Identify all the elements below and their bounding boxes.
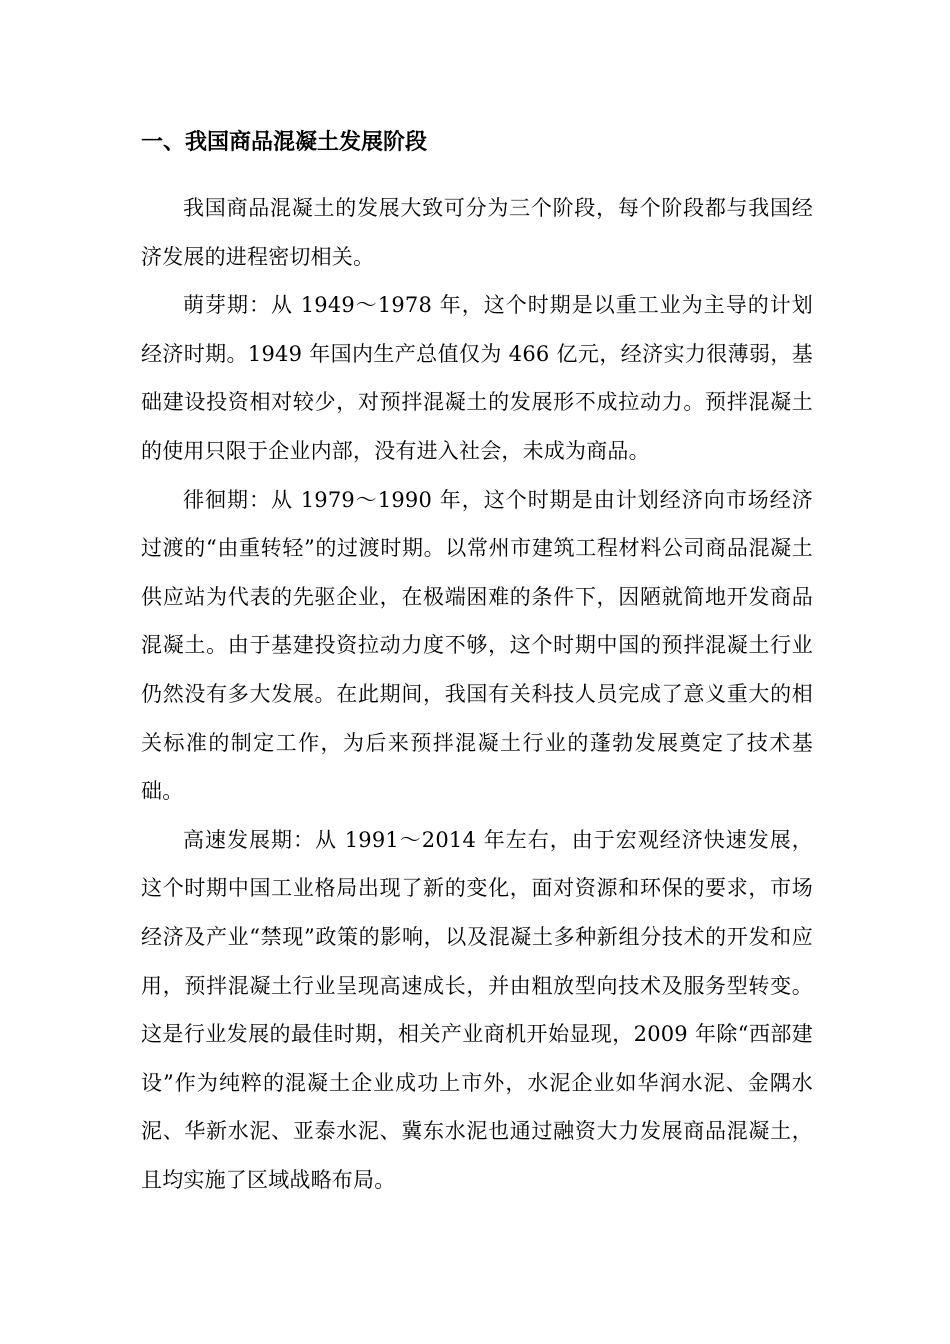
paragraph-sprout-period: 萌芽期：从 1949～1978 年，这个时期是以重工业为主导的计划经济时期。1949 年国内生产总值仅为 466 亿元，经济实力很薄弱，基础建设投资相对较少，对预拌混凝土的发展形不成拉动力。预拌混凝土的使用只限于企业内部，没有进入社会，未成为商品。 xyxy=(141,293,813,463)
paragraph-hesitation-period: 徘徊期：从 1979～1990 年，这个时期是由计划经济向市场经济过渡的“由重转轻”的过渡时期。以常州市建筑工程材料公司商品混凝土供应站为代表的先驱企业，在极端困难的条件下，因陋就简地开发商品混凝土。由于基建投资拉动力度不够，这个时期中国的预拌混凝土行业仍然没有多大发展。在此期间，我国有关科技人员完成了意义重大的相关标准的制定工作，为后来预拌混凝土行业的蓬勃发展奠定了技术基础。 xyxy=(141,487,813,804)
paragraph-rapid-growth-period: 高速发展期：从 1991～2014 年左右，由于宏观经济快速发展，这个时期中国工业格局出现了新的变化，面对资源和环保的要求，市场经济及产业“禁现”政策的影响，以及混凝土多种新组分技术的开发和应用，预拌混凝土行业呈现高速成长，并由粗放型向技术及服务型转变。这是行业发展的最佳时期，相关产业商机开始显现，2009 年除“西部建设”作为纯粹的混凝土企业成功上市外，水泥企业如华润水泥、金隅水泥、华新水泥、亚泰水泥、冀东水泥也通过融资大力发展商品混凝土，且均实施了区域战略布局。 xyxy=(141,827,813,1192)
document-page xyxy=(141,120,813,1204)
paragraph-intro: 我国商品混凝土的发展大致可分为三个阶段，每个阶段都与我国经济发展的进程密切相关。 xyxy=(141,196,813,269)
section-heading: 一、我国商品混凝土发展阶段 xyxy=(141,130,428,155)
